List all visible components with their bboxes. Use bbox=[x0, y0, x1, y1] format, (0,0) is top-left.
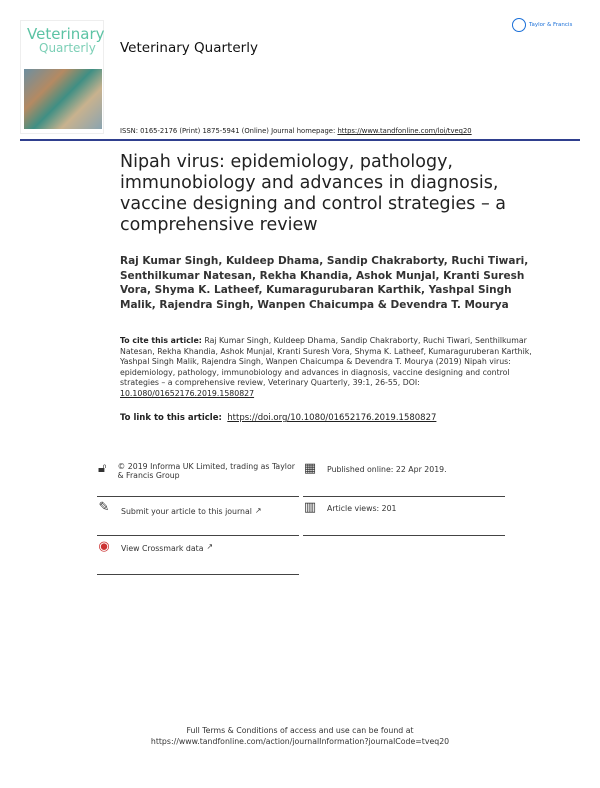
copyright-box: 🔓︎ © 2019 Informa UK Limited, trading as Taylor & Francis Group bbox=[97, 460, 299, 497]
bar-chart-icon: ▥ bbox=[303, 500, 317, 515]
cover-subtitle: Quarterly bbox=[39, 41, 96, 55]
article-title: Nipah virus: epidemiology, pathology, immunobiology and advances in diagnosis, vaccine designing and control strategies – a comprehensive review bbox=[120, 152, 506, 235]
citation: To cite this article: Raj Kumar Singh, Kuldeep Dhama, Sandip Chakraborty, Ruchi Tiwari, Senthilkumar Natesan, Rekha Khandia, Ashok Munjal, Kranti Suresh Vora, Shyma K. Latheef, Kumaraguruberan Karthik, Yashpal Singh Malik, Rajendra Singh, Wanpen Chaicumpa & Devendra T. Mourya (2019) Nipah virus: epidemiology, pathology, immunobiology and advances in diagnosis, vaccine designing and control strategies – a comprehensive review, Veterinary Quarterly, 39:1, 26-55, DOI: 10.1080/01652176.2019.1580827 bbox=[120, 336, 532, 398]
journal-cover-image bbox=[20, 20, 104, 134]
submit-article-link[interactable]: ✎ Submit your article to this journal ↗ bbox=[97, 499, 299, 536]
cover-photo bbox=[24, 69, 102, 129]
external-link-icon: ↗ bbox=[206, 542, 214, 551]
external-link-icon: ↗ bbox=[254, 506, 262, 515]
header-divider bbox=[20, 139, 580, 141]
taylor-francis-icon bbox=[512, 18, 526, 32]
homepage-link[interactable]: https://www.tandfonline.com/loi/tveq20 bbox=[337, 127, 472, 135]
article-views-box: ▥ Article views: 201 bbox=[303, 499, 505, 536]
crossmark-icon: ◉ bbox=[98, 539, 110, 554]
calendar-icon: ▦ bbox=[303, 461, 317, 476]
terms-link[interactable]: https://www.tandfonline.com/action/journalInformation?journalCode=tveq20 bbox=[150, 737, 450, 746]
footer: Full Terms & Conditions of access and use can be found at https://www.tandfonline.com/action/journalInformation?journalCode=tveq20 bbox=[0, 725, 600, 747]
article-link[interactable]: https://doi.org/10.1080/01652176.2019.1580827 bbox=[227, 413, 437, 423]
publisher-logo: Taylor & Francis bbox=[512, 18, 572, 32]
crossmark-link[interactable]: ◉ View Crossmark data ↗ bbox=[97, 538, 299, 575]
published-box: ▦ Published online: 22 Apr 2019. bbox=[303, 460, 505, 497]
journal-name: Veterinary Quarterly bbox=[120, 40, 258, 56]
article-authors: Raj Kumar Singh, Kuldeep Dhama, Sandip Chakraborty, Ruchi Tiwari, Senthilkumar Natesan, Rekha Khandia, Ashok Munjal, Kranti Suresh Vora, Shyma K. Latheef, Kumaragurubaran Karthik, Yashpal Singh Malik, Rajendra Singh, Wanpen Chaicumpa & Devendra T. Mourya bbox=[120, 255, 529, 311]
cover-title: Veterinary bbox=[27, 25, 105, 43]
article-link-line: To link to this article: https://doi.org/10.1080/01652176.2019.1580827 bbox=[120, 413, 437, 423]
issn-line: ISSN: 0165-2176 (Print) 1875-5941 (Online) Journal homepage: https://www.tandfonline.com/loi/tveq20 bbox=[120, 127, 472, 135]
doi-link[interactable]: 10.1080/01652176.2019.1580827 bbox=[120, 388, 255, 398]
open-access-icon: 🔓︎ bbox=[98, 461, 107, 476]
edit-icon: ✎ bbox=[98, 500, 110, 515]
